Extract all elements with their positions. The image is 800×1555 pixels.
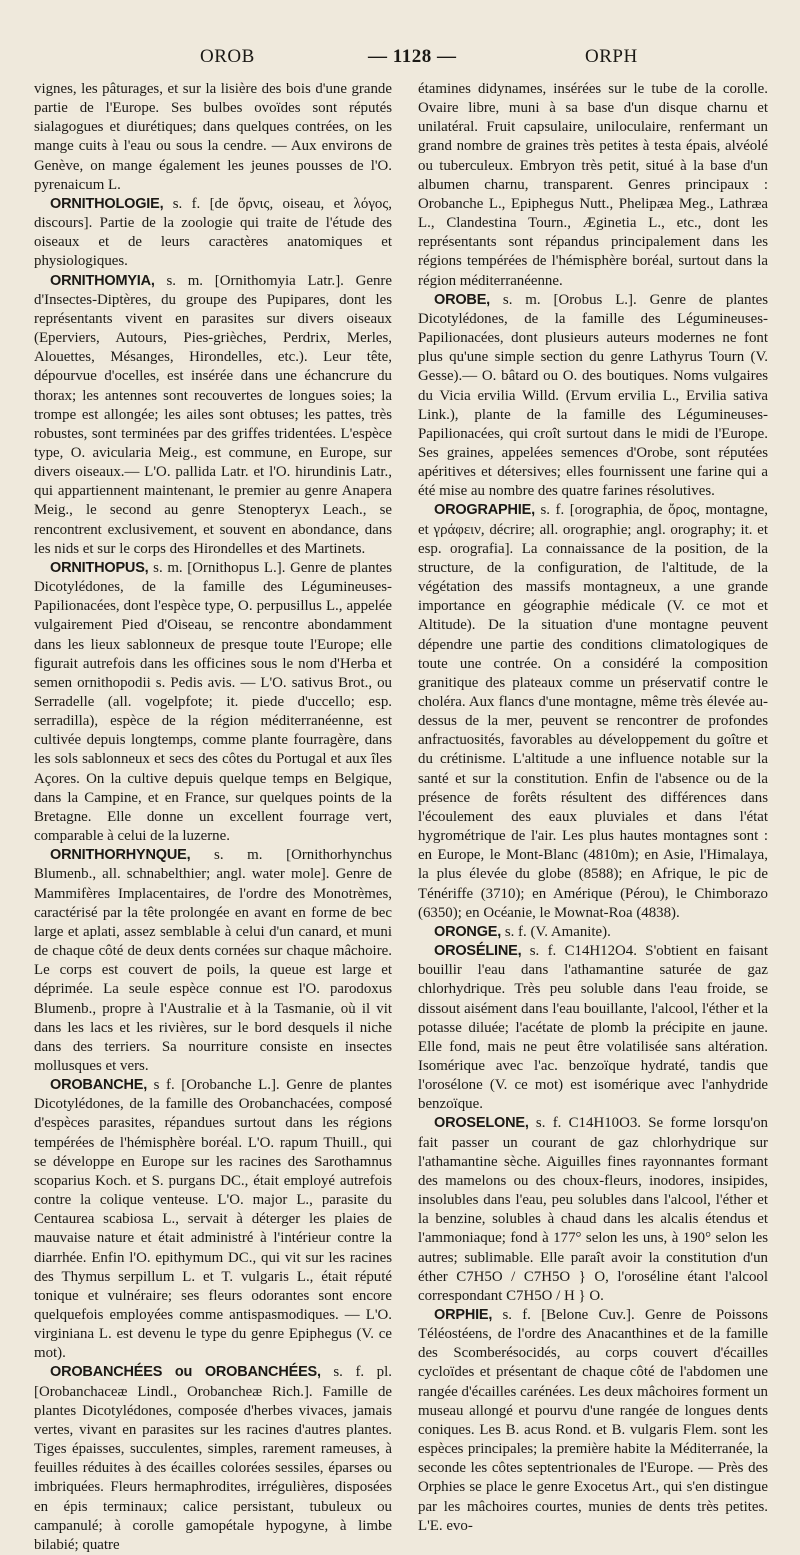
entry-body: étamines didynames, insérées sur le tube de la corolle. Ovaire libre, muni à sa base d'un disque charnu et unilatéral. Fruit capsulaire, uniloculaire, renfermant un grand nombre de graines très petites à testa épais, alvéolé ou tuberculeux. Embryon très petit, situé à la base d'un albumen charnu, transparent. Genres principaux : Orobanche L., Epiphegus Nutt., Phelipæa Meg., Lathræa L., Clandestina Tourn., Æginetia L., etc., dont les représentants sont répandus principalement dans les régions tempérées de l'hémisphère boréal, surtout dans la région méditerranéenne.: [418, 81, 768, 289]
entry-headword: ORONGE,: [434, 923, 502, 940]
left-column: [34, 80, 392, 1553]
entry-body: s. m. [Ornithorhynchus Blumenb., all. schnabelthier; angl. water mole]. Genre de Mammifères Implacentaires, de l'ordre des Monotrèmes, caractérisé par la tête prolongée en avant en forme de bec large et aplati, assez semblable à celui d'un canard, et muni de chaque côté de deux dents cornées sur chaque mâchoire. Le corps est couvert de poils, la queue est large et déprimée. La seule espèce connue est l'O. parodoxus Blumenb., propre à l'Australie et à la Tasmanie, où il vit dans les lacs et les rivières, sur le bord desquels il niche dans des terriers. Sa nourriture consiste en insectes mollusques et vers.: [34, 847, 392, 1074]
right-column: [418, 80, 768, 1534]
entry-oroselone: [418, 1114, 768, 1306]
page-number: — 1128 —: [368, 46, 457, 67]
entry-body: s. f. [Belone Cuv.]. Genre de Poissons Téléostéens, de l'ordre des Anacanthines et de la famille des Scomberésocidés, au corps couvert d'écailles cycloïdes et présentant de chaque côté de l'abdomen une rangée d'écailles carénées. Les deux mâchoires forment un museau allongé et pourvu d'une rangée de longues dents coniques. Les B. acus Rond. et B. vulgaris Flem. sont les espèces principales; la première habite la Méditerranée, la seconde les côtes septentrionales de l'Europe. — Près des Orphies se place le genre Exocetus Art., qui s'en distingue par les mâchoires courtes, munies de dents très petites. L'E. evo-: [418, 1307, 768, 1534]
entry-headword: ORNITHOPUS,: [50, 559, 149, 576]
entry-orobanche: [34, 1076, 392, 1363]
entry-headword: ORNITHOMYIA,: [50, 272, 155, 289]
entry-orobe: [418, 291, 768, 502]
entry-body: vignes, les pâturages, et sur la lisière des bois d'une grande partie de l'Europe. Ses bulbes ovoïdes sont réputés sialagogues et diurétiques; dans quelques contrées, on les mange cuits à l'eau ou sous la cendre. — Aux environs de Genève, on mange également les jeunes pousses de l'O. pyrenaicum L.: [34, 81, 392, 193]
entry-body: s. m. [Ornithopus L.]. Genre de plantes Dicotylédones, de la famille des Légumineuses-Papilionacées, dont l'espèce type, O. perpusillus L., appelée vulgairement Pied d'Oiseau, se rencontre abondamment dans les lieux sablonneux de presque toute l'Europe; elle figurait autrefois dans les officines sous le nom d'Herba et semen ornithopodii s. Pedis avis. — L'O. sativus Brot., ou Serradelle (all. vogelpfote; it. piede d'uccello; esp. serradilla), espèce de la région méditerranéenne, est cultivée depuis longtemps, comme plante fourragère, dans les sols sablonneux et secs des côtes du Portugal et aux îles Açores. On la cultive depuis quelque temps en Belgique, dans la Campine, et en France, sur quelques points de la Bretagne. Elle donne un excellent fourrage vert, comparable à celui de la luzerne.: [34, 559, 392, 845]
header-right-guideword: ORPH: [585, 46, 638, 67]
entry-oroseline: [418, 942, 768, 1114]
entry-body: s. m. [Ornithomyia Latr.]. Genre d'Insectes-Diptères, du groupe des Pupipares, dont les représentants vivent en parasites sur divers oiseaux (Eperviers, Autours, Pies-grièches, Perdrix, Merles, Alouettes, Mésanges, Hirondelles, etc.). Leur tête, dépourvue d'ocelles, est insérée dans une échancrure du thorax; les antennes sont recouvertes de longues soies; la trompe est allongée; les ailes sont obtuses; les pattes, très robustes, sont terminées par des griffes tridentées. L'espèce type, O. avicularia Meig., est commune, en Europe, sur divers oiseaux.— L'O. pallida Latr. et l'O. hirundinis Latr., qui appartiennent maintenant, le premier au genre Anapera Meig., le second au genre Stenopteryx Leach., se rencontrent exclusivement, et souvent en abondance, dans les nids et sur le corps des Hirondelles et des Martinets.: [34, 272, 392, 557]
entry-body: s. f. C14H10O3. Se forme lorsqu'on fait passer un courant de gaz chlorhydrique sur l'athamantine sèche. Aiguilles fines rayonnantes formant des mamelons ou des choux-fleurs, inodores, insipides, insolubles dans l'eau, peu solubles dans l'alcool, l'éther et la benzine, solubles à chaud dans les alcalis étendus et l'ammoniaque; fond à 177° selon les uns, à 190° selon les autres; sublimable. Elle paraît avoir la constitution d'un éther C7H5O / C7H5O } O, l'oroséline étant l'alcool correspondant C7H5O / H } O.: [418, 1115, 768, 1304]
entry-body: s. m. [Orobus L.]. Genre de plantes Dicotylédones, de la famille des Légumineuses-Papilionacées, dont plusieurs auteurs modernes ne font plus qu'une simple section du genre Lathyrus Tourn (V. Gesse).— O. bâtard ou O. des boutiques. Noms vulgaires du Vicia ervilia Willd. (Ervum ervilia L., Ervilia sativa Link.), plante de la famille des Légumineuses-Papilionacées, qui croît surtout dans le midi de l'Europe. Ses graines, appelées semences d'Orobe, sont réputées apéritives et détersives; elles fournissent une farine qui a été mise au nombre des quatre farines résolutives.: [418, 291, 768, 500]
entry-headword: ORNITHORHYNQUE,: [50, 847, 191, 864]
entry-oronge: [418, 923, 768, 942]
entry-headword: OROBE,: [434, 291, 490, 308]
entry-headword: OROGRAPHIE,: [434, 502, 535, 519]
entry-body: s f. [Orobanche L.]. Genre de plantes Dicotylédones, de la famille des Orobanchacées, composé d'espèces parasites, répandues surtout dans les régions tempérées de l'hémisphère boréal. L'O. rapum Thuill., qui se développe en Europe sur les racines des Sarothamnus scoparius Koch. et S. purgans DC., était employé autrefois contre la colique venteuse. L'O. major L., parasite du Centaurea scabiosa L., servait à déterger les plaies de mauvaise nature et était administré à l'intérieur contre la diarrhée. Enfin l'O. epithymum DC., qui vit sur les racines des Thymus serpillum L. et T. vulgaris L., était réputé tonique et vulnéraire; ses fleurs odorantes sont encore quelquefois employées comme antispasmodiques. — L'O. virginiana L. est devenu le type du genre Epiphegus (V. ce mot).: [34, 1077, 392, 1362]
entry-ornithologie: [34, 195, 392, 272]
entry-headword: OROSELONE,: [434, 1115, 529, 1132]
entry-orographie: [418, 501, 768, 922]
entry-headword: OROSÉLINE,: [434, 943, 522, 960]
running-header: [30, 46, 770, 72]
entry-body: s. f. [de ὄρνις, oiseau, et λόγος, discours]. Partie de la zoologie qui traite de l'étude des oiseaux et de leurs caractères anatomiques et physiologiques.: [34, 195, 392, 270]
entry-body: s. f. pl. [Orobanchaceæ Lindl., Orobancheæ Rich.]. Famille de plantes Dicotylédones, composée d'herbes vivaces, jamais vertes, vivant en parasites sur les racines d'autres plantes. Tiges épaisses, succulentes, simples, rarement rameuses, à feuilles réduites à des écailles colorées sessiles, éparses ou imbriquées. Fleurs hermaphrodites, irrégulières, disposées en épis terminaux; calice persistant, tubuleux ou campanulé; à corolle gamopétale hypogyne, à limbe bilabié; quatre: [34, 1364, 392, 1553]
entry-body: s. f. C14H12O4. S'obtient en faisant bouillir l'eau dans l'athamantine saturée de gaz chlorhydrique. Très peu soluble dans l'eau froide, se dissout aisément dans l'eau bouillante, l'alcool, l'éther et la potasse diluée; l'acétate de plomb la précipite en jaune. Elle fond, mais ne peut être volatilisée sans altération. Isomérique avec l'ac. benzoïque hydraté, tandis que l'orosélone (V. ce mot) est isomérique avec l'anhydride benzoïque.: [418, 943, 768, 1113]
entry-headword: OROBANCHÉES ou OROBANCHÉES,: [50, 1364, 321, 1381]
entry-continuation: [34, 80, 392, 195]
entry-continuation: [418, 80, 768, 291]
entry-headword: OROBANCHE,: [50, 1077, 148, 1094]
entry-orobanchees: [34, 1363, 392, 1555]
entry-ornithomyia: [34, 272, 392, 559]
header-left-guideword: OROB: [200, 46, 255, 67]
entry-headword: ORPHIE,: [434, 1307, 493, 1323]
entry-ornithorhynque: [34, 846, 392, 1076]
entry-orphie: [418, 1306, 768, 1536]
entry-ornithopus: [34, 559, 392, 846]
entry-body: s. f. [orographia, de ὄρος, montagne, et γράφειν, décrire; all. orographie; angl. orography; it. et esp. orografia]. La connaissance de la position, de la structure, de la configuration, de l'altitude, de la végétation des massifs montagneux, a une grande importance en géographie médicale (V. ce mot et Altitude). De la situation d'une montagne peuvent dépendre une partie des conditions climatologiques de toute une contrée. On a considéré la composition granitique des plateaux comme un préservatif contre le choléra. Aux flancs d'une montagne, même très élevée au-dessus de la mer, peuvent se rencontrer de profondes anfractuosités, favorables au développement du goître et du crétinisme. L'altitude a une influence notable sur la santé et sur la constitution. Enfin de l'absence ou de la présence de forêts résultent des différences dans l'écoulement des eaux pluviales et dans l'état hygrométrique de l'air. Les plus hautes montagnes sont : en Europe, le Mont-Blanc (4810m); en Asie, l'Himalaya, la plus élevée du globe (8588); en Afrique, le pic de Ténériffe (3710); en Amérique (Pérou), le Chimborazo (6350); en Océanie, le Mownat-Roa (4838).: [418, 502, 768, 921]
entry-body: s. f. (V. Amanite).: [501, 923, 611, 940]
entry-headword: ORNITHOLOGIE,: [50, 195, 164, 212]
